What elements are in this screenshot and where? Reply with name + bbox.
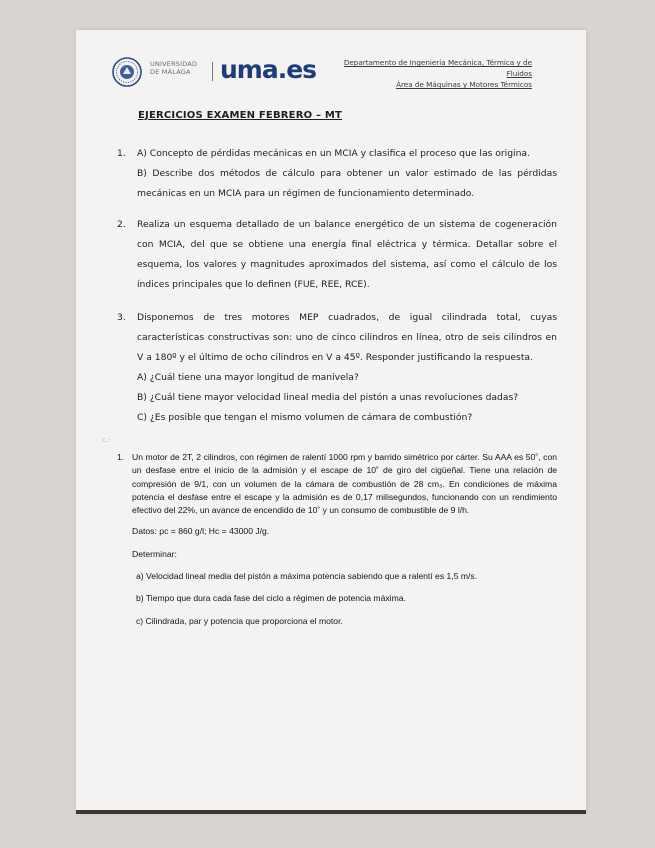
area-name: Área de Máquinas y Motores Térmicos xyxy=(396,80,532,89)
uma-brand-logo: uma.es xyxy=(220,55,317,84)
department-name: Departamento de Ingeniería Mecánica, Térmica y de Fluidos xyxy=(343,58,532,78)
problem-option-b: b) Tiempo que dura cada fase del ciclo a régimen de potencia máxima. xyxy=(136,593,406,604)
logo-divider xyxy=(212,62,213,81)
exercise-3-option-c: C) ¿Es posible que tengan el mismo volumen de cámara de combustión? xyxy=(137,412,473,423)
exercise-1-b: B) Describe dos métodos de cálculo para obtener un valor estimado de las pérdidas mecánicas en un MCIA para un régimen de funcionamiento determinado. xyxy=(137,168,557,199)
university-seal-icon xyxy=(112,57,142,87)
exercise-3-text: Disponemos de tres motores MEP cuadrados, de igual cilindrada total, cuyas características constructivas son: uno de cinco cilindros en línea, otro de seis cilindros en V a 180º y el último de ocho cilindros en V a 45º. Responder justificando la respuesta. xyxy=(137,312,557,363)
page-title: EJERCICIOS EXAMEN FEBRERO – MT xyxy=(138,110,343,121)
exercise-2-text: Realiza un esquema detallado de un balance energético de un sistema de cogeneración con MCIA, del que se obtiene una energía final eléctrica y térmica. Detallar sobre el esquema, los valores y magnitudes aproximados del sistema, así como el cálculo de los índices principales que lo definen (FUE, REE, RCE). xyxy=(137,219,557,290)
exercise-number: 1. xyxy=(117,148,126,159)
problem-1 xyxy=(117,451,557,628)
exercise-3-option-b: B) ¿Cuál tiene mayor velocidad lineal media del pistón a unas revoluciones dadas? xyxy=(137,392,519,403)
exercise-1-a: A) Concepto de pérdidas mecánicas en un MCIA y clasifica el proceso que las origina. xyxy=(137,148,530,159)
problem-option-a: a) Velocidad lineal media del pistón a máxima potencia sabiendo que a ralentí es 1,5 m/s. xyxy=(136,571,478,582)
exercise-number: 3. xyxy=(117,312,126,323)
problem-option-c: c) Cilindrada, par y potencia que proporciona el motor. xyxy=(136,615,343,626)
exercise-3-option-a: A) ¿Cuál tiene una mayor longitud de manivela? xyxy=(137,372,359,383)
department-heading xyxy=(320,57,532,90)
exercise-1 xyxy=(117,144,557,204)
university-name: UNIVERSIDAD DE MÁLAGA xyxy=(150,60,198,76)
exercise-3 xyxy=(117,308,557,428)
exercise-number: 2. xyxy=(117,219,126,230)
margin-mark: c.- xyxy=(102,436,111,444)
exercise-2 xyxy=(117,215,557,295)
problem-data: Datos: ρc = 860 g/l; Hc = 43000 J/g. xyxy=(132,526,270,537)
problem-statement: Un motor de 2T, 2 cilindros, con régimen de ralentí 1000 rpm y barrido simétrico por cárter. Su AAA es 50˚, con un desfase entre el inicio de la admisión y el escape de 10˚ de giro del cigüeñal. Tiene una relación de compresión de 9/1, con un volumen de la cámara de combustión de 28 cm₃. En condiciones de máxima potencia el desfase entre el escape y la admisión es de 0,17 milisegundos, funcionando con un rendimiento efectivo del 22%, un avance de encendido de 10˚ y un consumo de combustible de 9 l/h. xyxy=(132,452,557,516)
problem-number: 1. xyxy=(117,452,125,462)
page-bottom-edge xyxy=(76,810,586,814)
problem-determine-label: Determinar: xyxy=(132,548,177,559)
